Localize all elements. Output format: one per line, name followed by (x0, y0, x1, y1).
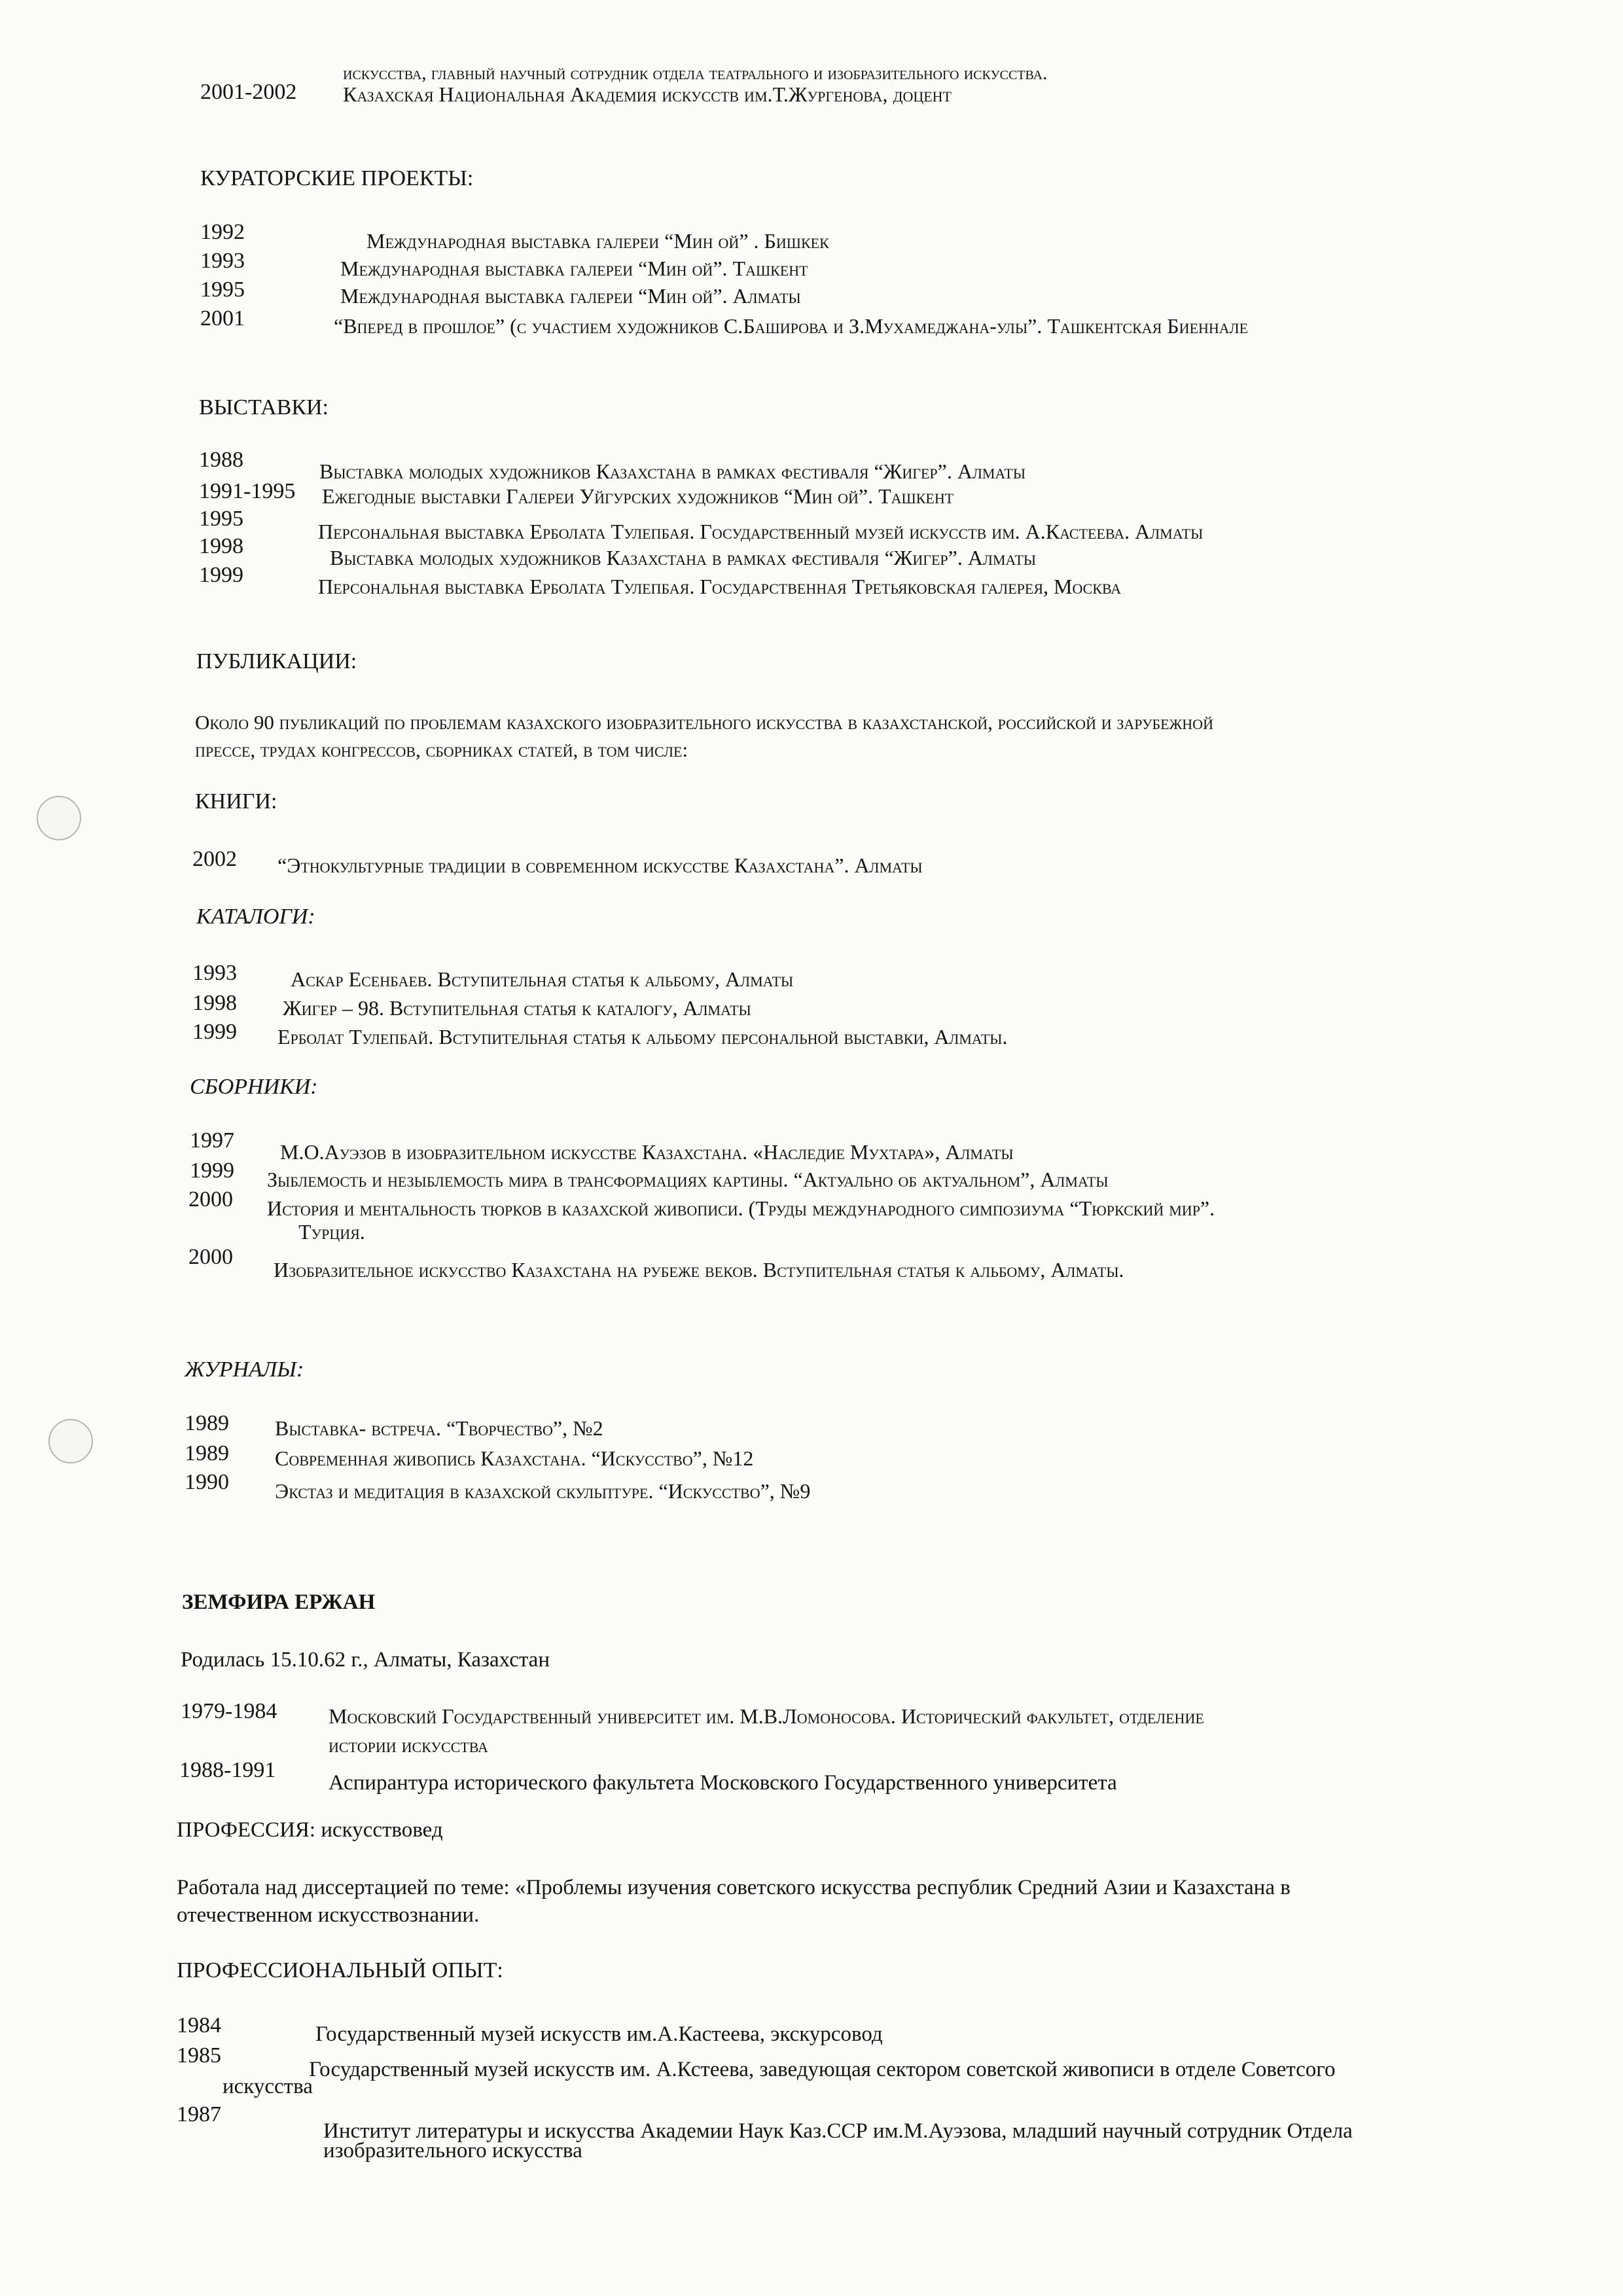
year: 1993 (192, 961, 237, 985)
year: 1984 (177, 2013, 221, 2037)
entry-text: “Этнокультурные традиции в современном искусстве Казахстана”. Алматы (277, 853, 923, 877)
section-heading: КНИГИ: (195, 789, 277, 814)
year: 1999 (192, 1020, 237, 1044)
year: 1991-1995 (199, 479, 296, 503)
entry-text: Международная выставка галереи “Мин ой”. Алматы (340, 284, 801, 308)
entry-text-continued: искусства (223, 2075, 313, 2098)
year: 1999 (199, 563, 243, 587)
section-heading: ЖУРНАЛЫ: (185, 1357, 304, 1382)
year: 1990 (185, 1470, 229, 1494)
entry-text: Московский Государственный университет им. М.В.Ломоносова. Исторический факультет, отделение (329, 1704, 1204, 1728)
year: 2002 (192, 847, 237, 871)
punch-hole (37, 796, 81, 840)
dissertation-text: Работала над диссертацией по теме: «Проблемы изучения советского искусства республик Средний Азии и Казахстана в (177, 1876, 1291, 1899)
year: 2000 (188, 1245, 233, 1269)
entry-text: Персональная выставка Ерболата Тулепбая. Государственный музей искусств им. А.Кастеева. Алматы (318, 520, 1204, 543)
year: 1992 (200, 220, 245, 244)
profession (177, 1820, 443, 1841)
year: 2001-2002 (200, 80, 297, 104)
entry-text: Международная выставка галереи “Мин ой” . Бишкек (366, 229, 829, 253)
punch-hole (48, 1419, 93, 1463)
entry-text: Изобразительное искусство Казахстана на рубеже веков. Вступительная статья к альбому, Алматы. (274, 1258, 1124, 1282)
year: 1989 (185, 1441, 229, 1465)
entry-text: Выставка молодых художников Казахстана в рамках фестиваля “Жигер”. Алматы (319, 459, 1026, 483)
year: 2001 (200, 306, 245, 331)
year: 1997 (190, 1128, 234, 1153)
intro-text: Около 90 публикаций по проблемам казахского изобразительного искусства в казахстанской, российской и зарубежной (195, 711, 1213, 734)
section-heading: ПРОФЕССИОНАЛЬНЫЙ ОПЫТ: (177, 1958, 503, 1982)
entry-text: М.О.Ауэзов в изобразительном искусстве Казахстана. «Наследие Мухтара», Алматы (280, 1140, 1014, 1164)
year: 1987 (177, 2102, 221, 2126)
section-heading: ПУБЛИКАЦИИ: (196, 649, 357, 673)
entry-text-continued: истории искусства (329, 1733, 488, 1757)
entry-text: Ежегодные выставки Галереи Уйгурских художников “Мин ой”. Ташкент (322, 484, 954, 508)
year: 1995 (200, 278, 245, 302)
entry-text-continued: изобразительного искусства (323, 2139, 582, 2162)
intro-text: прессе, трудах конгрессов, сборниках статей, в том числе: (195, 738, 688, 761)
entry-text: Персональная выставка Ерболата Тулепбая. Государственная Третьяковская галерея, Москва (318, 575, 1122, 598)
entry-text: Экстаз и медитация в казахской скульптуре. “Искусство”, №9 (275, 1479, 811, 1503)
entry-text: Зыблемость и незыблемость мира в трансформациях картины. “Актуально об актуальном”, Алматы (267, 1168, 1109, 1191)
year: 1988 (199, 448, 243, 472)
section-heading: КУРАТОРСКИЕ ПРОЕКТЫ: (200, 166, 474, 190)
year: 1998 (199, 534, 243, 558)
year: 1985 (177, 2043, 221, 2068)
entry-text: Аспирантура исторического факультета Московского Государственного университета (329, 1771, 1117, 1795)
entry-text: Выставка молодых художников Казахстана в рамках фестиваля “Жигер”. Алматы (330, 546, 1037, 569)
year: 1979-1984 (181, 1699, 277, 1723)
section-heading: КАТАЛОГИ: (196, 905, 315, 929)
entry-text: Современная живопись Казахстана. “Искусство”, №12 (275, 1446, 754, 1470)
year: 1988-1991 (179, 1758, 276, 1782)
birth-info: Родилась 15.10.62 г., Алматы, Казахстан (181, 1648, 550, 1672)
entry-text: Аскар Есенбаев. Вступительная статья к альбому, Алматы (291, 967, 794, 991)
year: 1999 (190, 1158, 234, 1183)
entry-text: “Вперед в прошлое” (с участием художников С.Баширова и З.Мухамеджана-улы”. Ташкентская Биеннале (334, 314, 1249, 338)
entry-text: Государственный музей искусств им. А.Кстеева, заведующая сектором советской живописи в отделе Советсого (309, 2058, 1336, 2081)
entry-text: Ерболат Тулепбай. Вступительная статья к альбому персональной выставки, Алматы. (277, 1025, 1008, 1049)
profession-value: искусствовед (315, 1818, 443, 1842)
section-heading: ВЫСТАВКИ: (199, 395, 329, 420)
entry-text: Государственный музей искусств им.А.Кастеева, экскурсовод (315, 2022, 883, 2046)
year: 1998 (192, 991, 237, 1015)
entry-text: Институт литературы и искусства Академии Наук Каз.ССР им.М.Ауэзова, младший научный сотрудник Отдела (323, 2119, 1353, 2143)
section-heading: СБОРНИКИ: (190, 1075, 318, 1099)
year: 1995 (199, 507, 243, 531)
year: 1993 (200, 249, 245, 273)
entry-text: Международная выставка галереи “Мин ой”. Ташкент (340, 257, 808, 280)
entry-text: Выставка- встреча. “Творчество”, №2 (275, 1416, 603, 1440)
year: 1989 (185, 1411, 229, 1435)
year: 2000 (188, 1187, 233, 1211)
entry-text: История и ментальность тюрков в казахской живописи. (Труды международного симпозиума “Тюркский мир”. (267, 1196, 1215, 1220)
dissertation-text: отечественном искусствознании. (177, 1903, 480, 1927)
entry-text-continued: Турция. (298, 1220, 365, 1244)
entry-text: Жигер – 98. Вступительная статья к каталогу, Алматы (283, 996, 751, 1020)
person-name: ЗЕМФИРА ЕРЖАН (182, 1590, 376, 1614)
text-line: искусства, главный научный сотрудник отдела театрального и изобразительного искусства. (343, 63, 1048, 84)
text-line: Казахская Национальная Академия искусств им.Т.Жургенова, доцент (343, 82, 952, 106)
profession-label: ПРОФЕССИЯ: (177, 1818, 316, 1842)
